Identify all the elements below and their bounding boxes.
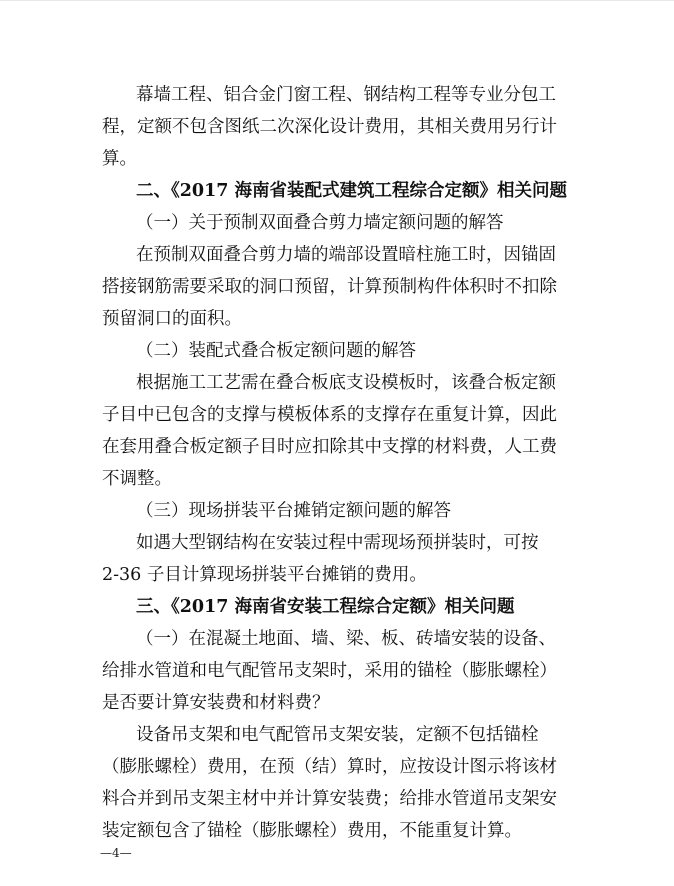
paragraph-line: （膨胀螺栓）费用，在预（结）算时，应按设计图示将该材 [102, 757, 557, 777]
section-heading: 二、《2017 海南省装配式建筑工程综合定额》相关问题 [136, 181, 568, 201]
paragraph-line: 预留洞口的面积。 [102, 309, 242, 329]
subsection-heading: （二）装配式叠合板定额问题的解答 [136, 341, 416, 361]
paragraph-line: 子目中已包含的支撑与模板体系的支撑存在重复计算，因此 [102, 405, 557, 425]
paragraph-line: 料合并到吊支架主材中并计算安装费；给排水管道吊支架安 [102, 789, 557, 809]
paragraph-line: 是否要计算安装费和材料费？ [102, 693, 330, 713]
paragraph-line: 程，定额不包含图纸二次深化设计费用，其相关费用另行计 [102, 117, 557, 137]
paragraph-line: 搭接钢筋需要采取的洞口预留，计算预制构件体积时不扣除 [102, 277, 557, 297]
section-heading: 三、《2017 海南省安装工程综合定额》相关问题 [136, 597, 515, 617]
paragraph-line: 在预制双面叠合剪力墙的端部设置暗柱施工时，因锚固 [136, 245, 556, 265]
paragraph-line: 给排水管道和电气配管吊支架时，采用的锚栓（膨胀螺栓） [102, 661, 557, 681]
paragraph-line: 不调整。 [102, 469, 172, 489]
subsection-heading: （三）现场拼装平台摊销定额问题的解答 [136, 501, 451, 521]
paragraph-line: 幕墙工程、铝合金门窗工程、钢结构工程等专业分包工 [136, 85, 556, 105]
page-edge [0, 0, 674, 1]
paragraph-line: 设备吊支架和电气配管吊支架安装，定额不包括锚栓 [136, 725, 539, 745]
subsection-heading: （一）关于预制双面叠合剪力墙定额问题的解答 [136, 213, 504, 233]
paragraph-line: 根据施工工艺需在叠合板底支设模板时，该叠合板定额 [136, 373, 556, 393]
paragraph-line: 2-36 子目计算现场拼装平台摊销的费用。 [102, 565, 427, 585]
paragraph-line: 在套用叠合板定额子目时应扣除其中支撑的材料费，人工费 [102, 437, 557, 457]
page-number: —4— [100, 846, 132, 860]
subsection-heading: （一）在混凝土地面、墙、梁、板、砖墙安装的设备、 [136, 629, 556, 649]
paragraph-line: 如遇大型钢结构在安装过程中需现场预拼装时，可按 [136, 533, 539, 553]
paragraph-line: 算。 [102, 149, 137, 169]
paragraph-line: 装定额包含了锚栓（膨胀螺栓）费用，不能重复计算。 [102, 821, 522, 841]
